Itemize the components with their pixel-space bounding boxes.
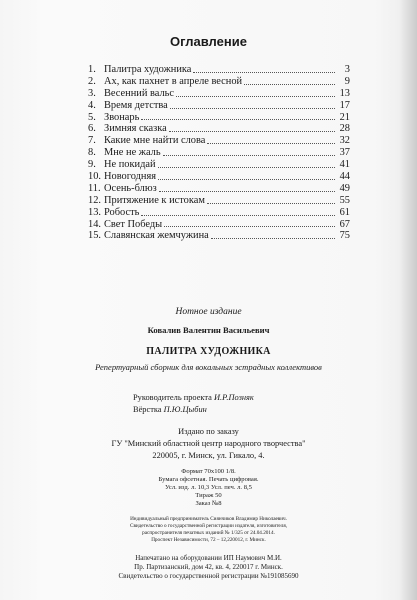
book-subtitle: Репертуарный сборник для вокальных эстрадных коллективов — [95, 362, 322, 372]
toc-item-title: Весенний вальс — [104, 87, 175, 99]
toc-item-title: Притяжение к истокам — [104, 194, 205, 206]
toc-item-title: Звонарь — [104, 111, 140, 123]
toc-leader-dots — [176, 96, 335, 97]
page-edge-shadow — [399, 0, 417, 600]
toc-item-number: 7. — [88, 135, 96, 147]
author-name: Ковалив Валентин Васильевич — [147, 325, 270, 335]
toc-row — [88, 76, 350, 88]
project-lead — [133, 393, 254, 402]
publisher-line: Свидетельство о государственной регистрации издателя, изготовителя, — [129, 523, 288, 529]
print-run-line: Тираж 50 — [195, 492, 222, 499]
toc-item-title: Новогодняя — [104, 171, 157, 182]
toc-item-number: 10. — [88, 171, 101, 182]
toc-row — [88, 112, 350, 124]
toc-item-number: 6. — [88, 123, 96, 135]
toc-item-number: 11. — [88, 182, 101, 194]
toc-item-title: Ах, как пахнет в апреле весной — [104, 75, 243, 87]
toc-item-page: 28 — [339, 123, 350, 135]
toc-item-title: Робость — [104, 206, 140, 218]
toc-item-title: Мне не жаль — [104, 147, 161, 159]
toc-row — [88, 100, 350, 112]
toc-row — [88, 88, 350, 100]
toc-leader-dots — [211, 238, 335, 239]
project-lead-name: И.Р.Позняк — [213, 393, 254, 402]
toc-row — [88, 171, 350, 183]
toc-item-title: Не покидай — [104, 159, 156, 171]
toc-item-page: 32 — [339, 135, 350, 147]
toc-row — [88, 183, 350, 195]
toc-item-number: 12. — [88, 194, 101, 206]
toc-item-page: 41 — [339, 159, 350, 171]
toc-item-number: 1. — [88, 63, 96, 75]
edition-type: Нотное издание — [175, 307, 242, 317]
toc-item-page: 3 — [344, 63, 350, 75]
toc-item-title: Зимняя сказка — [104, 123, 167, 135]
order-label: Издано по заказу — [178, 427, 239, 436]
toc-item-page: 9 — [344, 75, 350, 87]
toc-item-title: Осень-блюз — [104, 182, 157, 194]
order-organization: ГУ "Минский областной центр народного творчества" — [111, 439, 306, 448]
toc-item-number: 9. — [88, 159, 96, 171]
toc-row — [88, 159, 350, 171]
layout-label: Вёрстка — [133, 405, 162, 414]
toc-leader-dots — [141, 119, 335, 120]
order-address: 220005, г. Минск, ул. Гикало, 4. — [152, 451, 265, 460]
toc-item-title: Какие мне найти слова — [104, 135, 206, 147]
toc-item-page: 67 — [339, 218, 350, 230]
toc-item-number: 3. — [88, 87, 96, 99]
layout-name: П.Ю.Цыбин — [163, 405, 207, 414]
toc-title: Оглавление — [170, 34, 247, 49]
toc-row — [88, 64, 350, 76]
toc-leader-dots — [170, 108, 335, 109]
toc-row — [88, 135, 350, 147]
printer-line: Напечатано на оборудовании ИП Наумович М.И. — [135, 554, 282, 562]
toc-item-title: Свет Победы — [104, 218, 163, 230]
toc-item-page: 13 — [339, 87, 350, 99]
sheets-line: Усл. изд. л. 10,3 Усл. печ. л. 8,5 — [165, 484, 252, 491]
toc-row — [88, 147, 350, 159]
toc-row — [88, 230, 350, 242]
publisher-line: распространителя печатных изданий № 1/325 от 24.04.2014. — [142, 530, 275, 536]
toc-leader-dots — [164, 226, 335, 227]
toc-item-title: Славянская жемчужина — [104, 230, 209, 242]
toc-row — [88, 123, 350, 135]
toc-item-number: 5. — [88, 111, 96, 123]
toc-leader-dots — [158, 179, 335, 180]
paper-line: Бумага офсетная. Печать цифровая. — [158, 476, 259, 483]
toc-item-page: 44 — [339, 171, 350, 182]
toc-item-page: 21 — [339, 111, 350, 123]
toc-item-title: Палитра художника — [104, 63, 192, 75]
toc-leader-dots — [244, 84, 335, 85]
format-line: Формат 70х100 1/8. — [181, 468, 236, 475]
toc-item-page: 61 — [339, 206, 350, 218]
order-number-line: Заказ №8 — [195, 500, 222, 507]
publisher-line: Проспект Независимости, 72 – 12,220012, г. Минск. — [151, 537, 266, 543]
toc-leader-dots — [193, 72, 335, 73]
toc-item-title: Время детства — [104, 99, 168, 111]
toc-leader-dots — [207, 203, 335, 204]
toc-item-number: 15. — [88, 230, 101, 242]
layout-credit — [133, 405, 207, 414]
toc-item-number: 8. — [88, 147, 96, 159]
toc-leader-dots — [207, 143, 335, 144]
toc-item-page: 49 — [339, 182, 350, 194]
toc-leader-dots — [169, 131, 335, 132]
table-of-contents — [88, 64, 350, 242]
toc-item-page: 55 — [339, 194, 350, 206]
toc-item-number: 14. — [88, 218, 101, 230]
toc-row — [88, 195, 350, 207]
publisher-line: Индивидуальный предприниматель Сиянчиков Владимир Николаевич. — [130, 516, 287, 522]
toc-row — [88, 207, 350, 219]
toc-leader-dots — [163, 155, 335, 156]
toc-item-number: 2. — [88, 75, 96, 87]
toc-item-number: 4. — [88, 99, 96, 111]
toc-leader-dots — [141, 215, 335, 216]
toc-item-page: 37 — [339, 147, 350, 159]
printer-line: Свидетельство о государственной регистрации №191085690 — [118, 572, 299, 580]
toc-leader-dots — [158, 167, 335, 168]
toc-leader-dots — [159, 191, 335, 192]
book-title: ПАЛИТРА ХУДОЖНИКА — [146, 346, 271, 357]
toc-row — [88, 219, 350, 231]
project-lead-label: Руководитель проекта — [133, 393, 212, 402]
toc-item-page: 17 — [339, 99, 350, 111]
toc-item-page: 75 — [339, 230, 350, 242]
printer-line: Пр. Партизанский, дом 42, кв. 4, 220017 г. Минск. — [134, 563, 283, 571]
toc-item-number: 13. — [88, 206, 101, 218]
